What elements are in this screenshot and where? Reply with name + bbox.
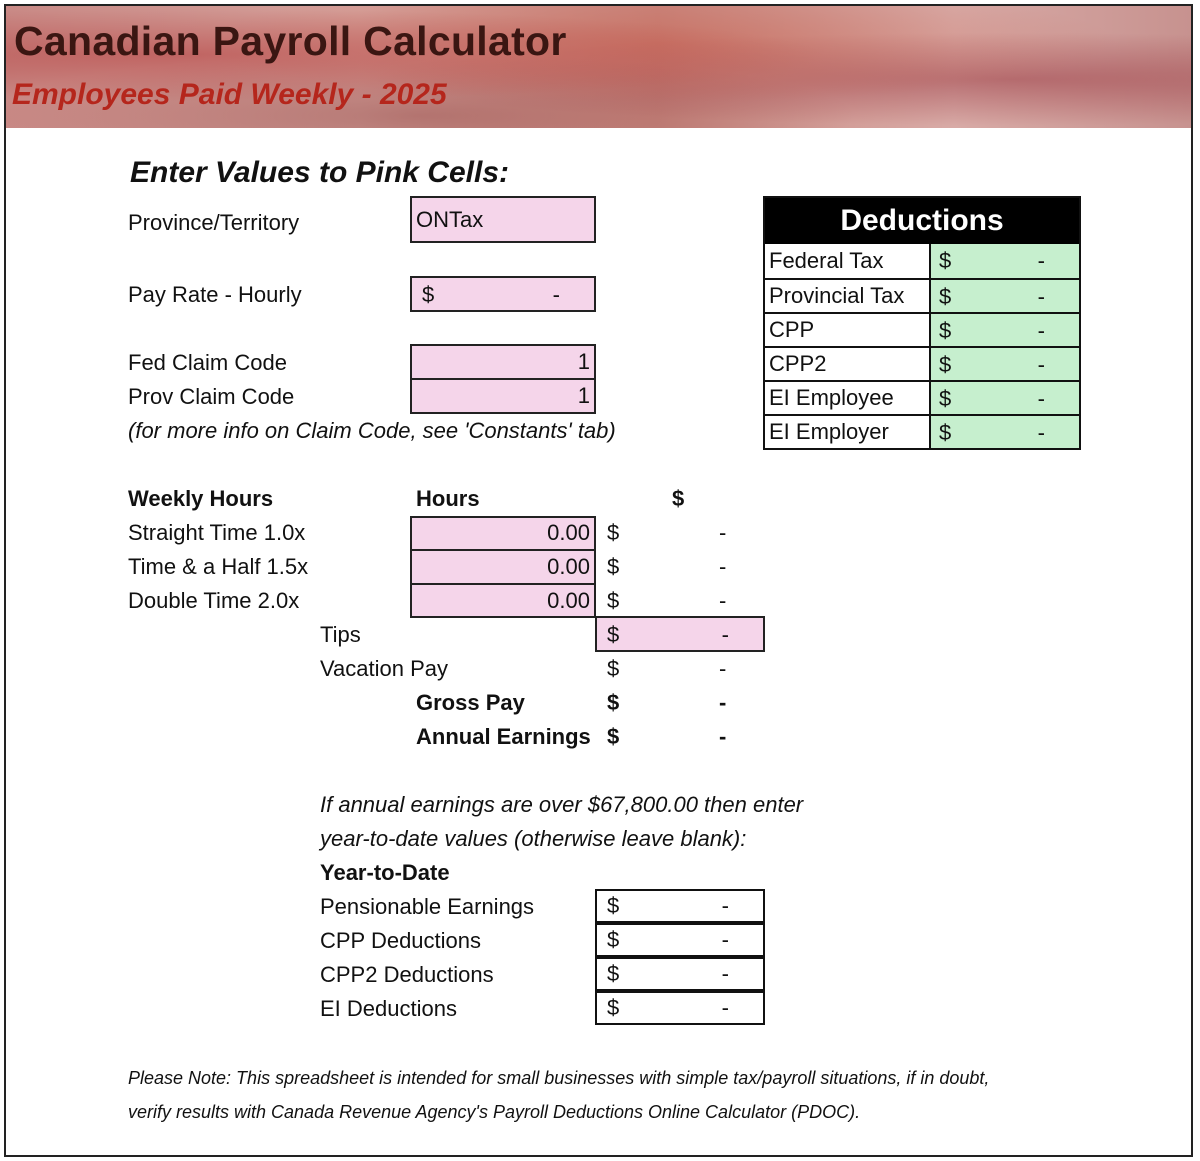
deduction-value-cell	[931, 382, 1079, 414]
deduction-value-cell	[931, 314, 1079, 346]
prov-claim-value: 1	[577, 383, 590, 408]
ytd-cpp2-label: CPP2 Deductions	[320, 962, 494, 987]
straight-time-amount: -	[719, 520, 727, 545]
currency-symbol: $	[607, 927, 620, 952]
deduction-value: -	[1037, 284, 1045, 309]
deduction-value-cell	[931, 280, 1079, 312]
page-title: Canadian Payroll Calculator	[14, 18, 567, 64]
deduction-value-cell	[931, 244, 1079, 278]
ytd-heading: Year-to-Date	[320, 860, 450, 885]
prov-claim-input[interactable]	[410, 378, 596, 414]
province-input[interactable]	[410, 196, 596, 243]
tips-value: -	[721, 622, 729, 647]
fed-claim-value: 1	[577, 349, 590, 374]
cell-divider	[410, 549, 596, 551]
pay-rate-input[interactable]	[410, 276, 596, 312]
deduction-value: -	[1037, 420, 1045, 445]
ytd-pensionable-input[interactable]	[595, 889, 765, 923]
currency-symbol: $	[939, 420, 952, 445]
pay-rate-value: -	[552, 282, 560, 307]
deduction-label: Provincial Tax	[765, 280, 931, 312]
ytd-pensionable-label: Pensionable Earnings	[320, 894, 535, 919]
currency-symbol: $	[607, 961, 620, 986]
province-label: Province/Territory	[128, 210, 300, 235]
ytd-cpp2-input[interactable]	[595, 957, 765, 991]
tips-label: Tips	[320, 622, 361, 647]
deduction-row-cpp	[765, 312, 1079, 346]
ytd-ei-label: EI Deductions	[320, 996, 457, 1021]
time-and-half-hours-input[interactable]: 0.00	[547, 554, 590, 579]
hours-column-header: Hours	[416, 486, 480, 511]
deduction-row-provincial-tax	[765, 278, 1079, 312]
input-heading: Enter Values to Pink Cells:	[130, 156, 509, 189]
ytd-cpp-input[interactable]	[595, 923, 765, 957]
deduction-label: CPP2	[765, 348, 931, 380]
ytd-instruction-line2: year-to-date values (otherwise leave blank):	[320, 826, 747, 851]
currency-symbol: $	[939, 352, 952, 377]
deduction-value: -	[1037, 248, 1045, 273]
gross-pay-label: Gross Pay	[416, 690, 525, 715]
fed-claim-input[interactable]	[410, 344, 596, 380]
weekly-hours-heading: Weekly Hours	[128, 486, 274, 511]
deduction-row-ei-employer	[765, 414, 1079, 448]
deduction-value: -	[1037, 318, 1045, 343]
header-banner	[6, 6, 1191, 128]
tips-input[interactable]	[595, 616, 765, 652]
ytd-cpp-label: CPP Deductions	[320, 928, 482, 953]
deduction-label: EI Employee	[765, 382, 931, 414]
deduction-row-federal-tax	[765, 244, 1079, 278]
currency-symbol: $	[607, 724, 620, 749]
currency-symbol: $	[607, 893, 620, 918]
annual-earnings-value: -	[719, 724, 727, 749]
ytd-cpp-value: -	[721, 927, 729, 952]
deduction-row-ei-employee	[765, 380, 1079, 414]
deduction-label: Federal Tax	[765, 244, 931, 278]
ytd-ei-value: -	[721, 995, 729, 1020]
deduction-value-cell	[931, 348, 1079, 380]
deduction-value: -	[1037, 352, 1045, 377]
gross-pay-value: -	[719, 690, 727, 715]
double-time-amount: -	[719, 588, 727, 613]
ytd-pensionable-value: -	[721, 893, 729, 918]
pay-rate-label: Pay Rate - Hourly	[128, 282, 302, 307]
deduction-value-cell	[931, 416, 1079, 448]
currency-symbol: $	[607, 588, 620, 613]
footer-note-line2: verify results with Canada Revenue Agency's Payroll Deductions Online Calculator (PDOC).	[128, 1102, 861, 1122]
currency-symbol: $	[607, 656, 620, 681]
dollar-column-header: $	[672, 486, 685, 511]
province-value: ONTax	[416, 206, 484, 232]
ytd-ei-input[interactable]	[595, 991, 765, 1025]
ytd-instruction-line1: If annual earnings are over $67,800.00 then enter	[320, 792, 804, 817]
deduction-value: -	[1037, 386, 1045, 411]
currency-symbol: $	[607, 520, 620, 545]
claim-code-note: (for more info on Claim Code, see 'Constants' tab)	[128, 418, 616, 443]
currency-symbol: $	[607, 995, 620, 1020]
double-time-hours-input[interactable]: 0.00	[547, 588, 590, 613]
vacation-pay-label: Vacation Pay	[320, 656, 449, 681]
cell-divider	[410, 583, 596, 585]
deduction-label: EI Employer	[765, 416, 931, 448]
deductions-title: Deductions	[765, 198, 1079, 244]
currency-symbol: $	[939, 248, 952, 273]
currency-symbol: $	[607, 622, 620, 647]
currency-symbol: $	[939, 318, 952, 343]
prov-claim-label: Prov Claim Code	[128, 384, 295, 409]
straight-time-label: Straight Time 1.0x	[128, 520, 306, 545]
pay-rate-currency: $	[422, 282, 435, 307]
currency-symbol: $	[607, 690, 620, 715]
deductions-table	[763, 196, 1081, 450]
currency-symbol: $	[607, 554, 620, 579]
time-and-half-amount: -	[719, 554, 727, 579]
footer-note-line1: Please Note: This spreadsheet is intended for small businesses with simple tax/payroll situations, if in doubt,	[128, 1068, 990, 1088]
vacation-pay-value: -	[719, 656, 727, 681]
ytd-cpp2-value: -	[721, 961, 729, 986]
annual-earnings-label: Annual Earnings	[416, 724, 591, 749]
deduction-row-cpp2	[765, 346, 1079, 380]
deduction-label: CPP	[765, 314, 931, 346]
currency-symbol: $	[939, 284, 952, 309]
page-subtitle: Employees Paid Weekly - 2025	[12, 78, 447, 111]
double-time-label: Double Time 2.0x	[128, 588, 300, 613]
straight-time-hours-input[interactable]: 0.00	[547, 520, 590, 545]
fed-claim-label: Fed Claim Code	[128, 350, 287, 375]
currency-symbol: $	[939, 386, 952, 411]
time-and-half-label: Time & a Half 1.5x	[128, 554, 309, 579]
spreadsheet-frame	[4, 4, 1193, 1157]
